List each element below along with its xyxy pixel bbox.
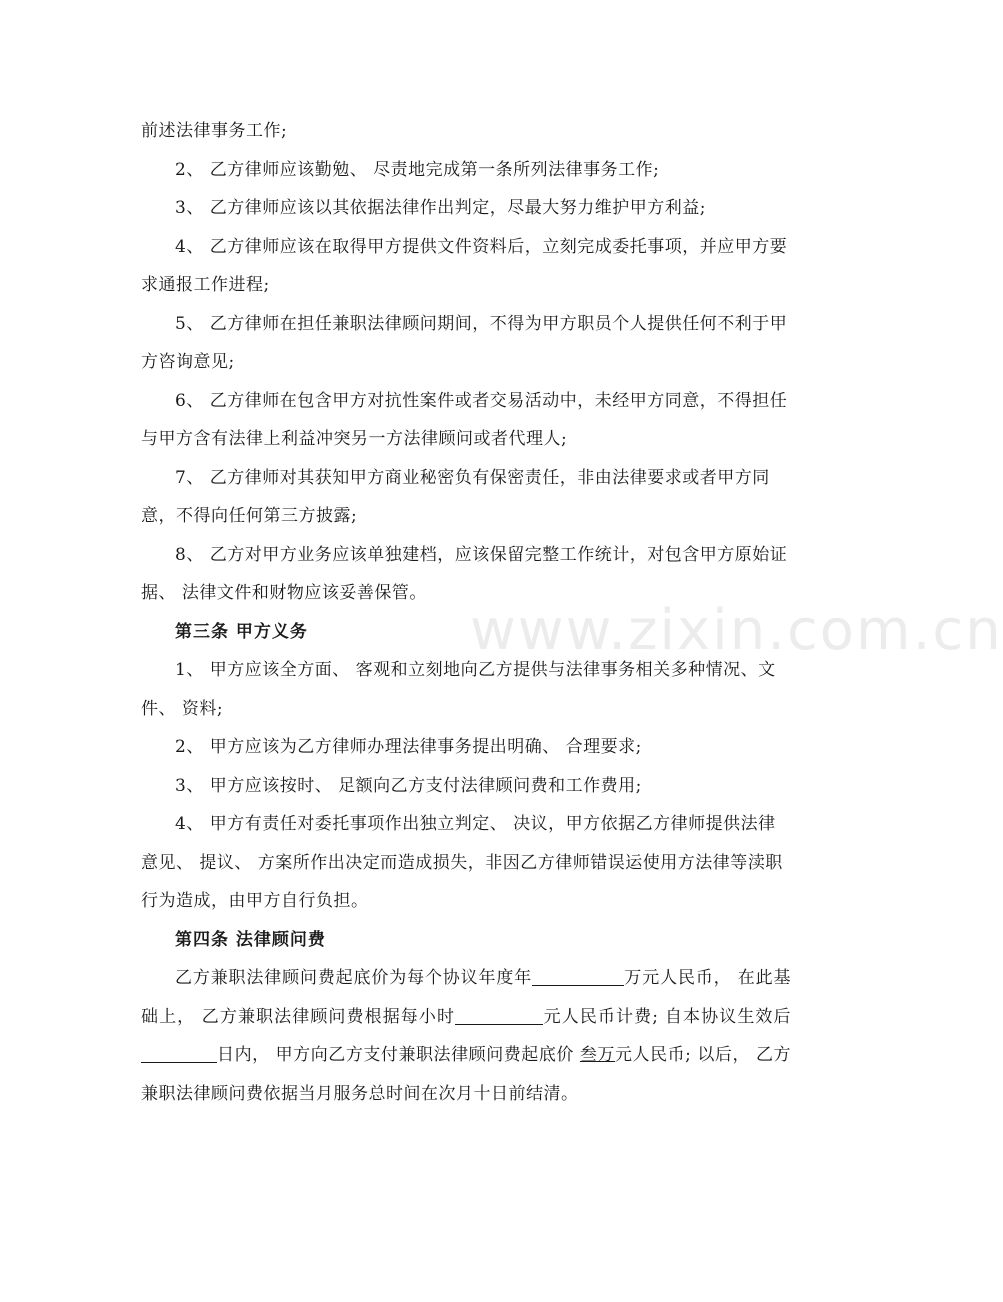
clause-2-3: 3、 乙方律师应该以其依据法律作出判定，尽最大努力维护甲方利益; [175, 198, 706, 218]
document-body [141, 112, 791, 1113]
fee-amount-underlined: 叁万 [579, 1045, 615, 1065]
fee-text-5: 元人民币; 以后， 乙方兼职法律顾问费依据当月服务总时间在次月十日前结清。 [141, 1045, 791, 1104]
clause-2-4: 4、 乙方律师应该在取得甲方提供文件资料后，立刻完成委托事项，并应甲方要求通报工作进程; [141, 236, 788, 295]
article-3-heading: 第三条 甲方义务 [175, 621, 308, 642]
clause-2-6: 6、 乙方律师在包含甲方对抗性案件或者交易活动中，未经甲方同意，不得担任与甲方含有法律上利益冲突另一方法律顾问或者代理人; [141, 390, 788, 449]
paragraph-continuation: 前述法律事务工作; [141, 121, 288, 141]
clause-3-2: 2、 甲方应该为乙方律师办理法律事务提出明确、 合理要求; [175, 737, 642, 757]
fee-text-3: 元人民币计费; 自本协议生效后 [543, 1006, 792, 1027]
clause-2-8: 8、 乙方对甲方业务应该单独建档，应该保留完整工作统计，对包含甲方原始证据、 法律文件和财物应该妥善保管。 [141, 544, 788, 603]
fee-blank-annual [532, 963, 624, 986]
clause-2-7: 7、 乙方律师对其获知甲方商业秘密负有保密责任，非由法律要求或者甲方同意，不得向任何第三方披露; [141, 467, 770, 526]
article-4-heading: 第四条 法律顾问费 [175, 929, 326, 950]
fee-text-4: 日内， 甲方向乙方支付兼职法律顾问费起底价 [217, 1045, 574, 1065]
watermark: www.zixin.com.cn [470, 598, 1003, 663]
fee-text-1: 乙方兼职法律顾问费起底价为每个协议年度年 [175, 968, 533, 988]
clause-3-3: 3、 甲方应该按时、 足额向乙方支付法律顾问费和工作费用; [175, 775, 642, 796]
fee-blank-days [141, 1040, 217, 1063]
clause-3-4: 4、 甲方有责任对委托事项作出独立判定、 决议，甲方依据乙方律师提供法律意见、 提议、 方案所作出决定而造成损失，非因乙方律师错误运使用方法律等渎职行为造成，由甲方自行负担。 [141, 814, 783, 911]
fee-blank-hourly [455, 1002, 543, 1025]
fee-text-2: 万元人民币， 在此基础上， 乙方兼职法律顾问费根据每小时 [141, 968, 791, 1027]
clause-3-1: 1、 甲方应该全方面、 客观和立刻地向乙方提供与法律事务相关多种情况、文件、 资料; [141, 660, 776, 719]
fee-paragraph [141, 959, 791, 1113]
clause-2-2: 2、 乙方律师应该勤勉、 尽责地完成第一条所列法律事务工作; [175, 159, 660, 180]
clause-2-5: 5、 乙方律师在担任兼职法律顾问期间，不得为甲方职员个人提供任何不利于甲方咨询意见; [141, 313, 788, 372]
